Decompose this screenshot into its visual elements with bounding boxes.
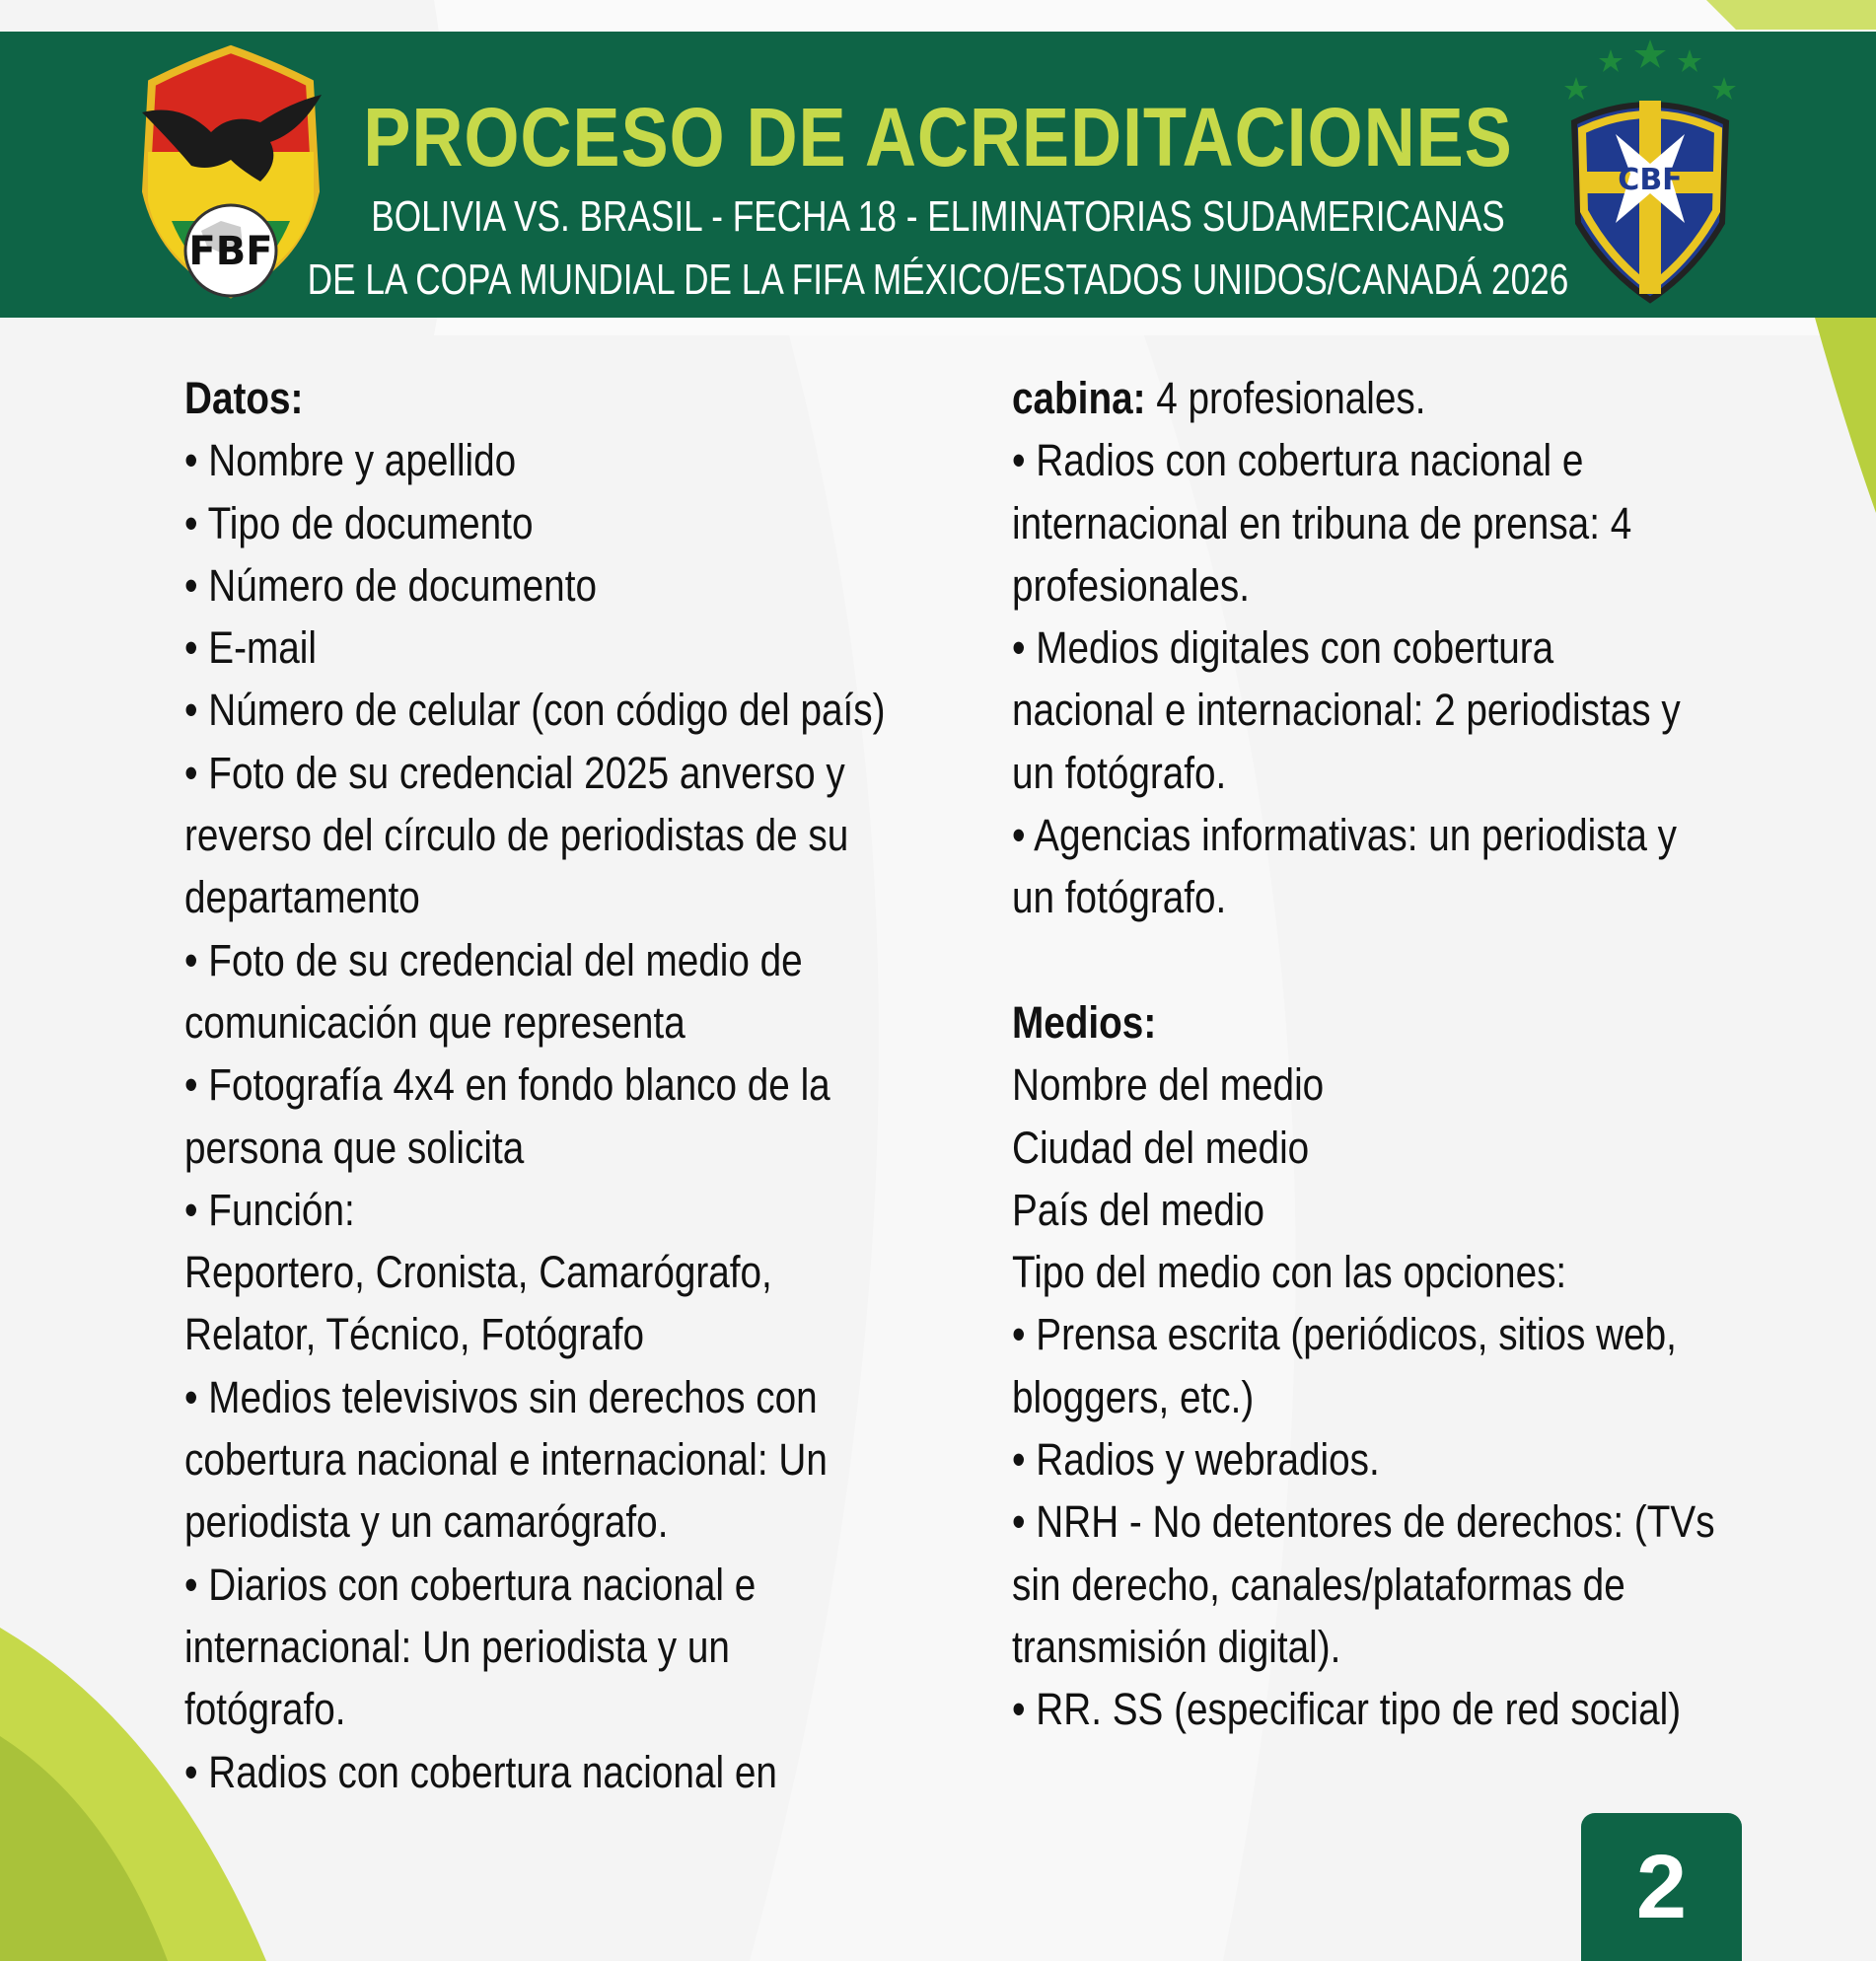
page-number: 2 — [1581, 1813, 1742, 1961]
list-item-cabina — [1012, 367, 1620, 429]
list-item: transmisión digital). — [1012, 1621, 1341, 1672]
list-item: internacional: Un periodista y un — [184, 1621, 730, 1672]
list-item: • Agencias informativas: un periodista y — [1012, 810, 1677, 861]
list-item: nacional e internacional: 2 periodistas y — [1012, 685, 1681, 736]
section-heading-datos: Datos: — [184, 373, 304, 423]
list-item: • Nombre y apellido — [184, 435, 517, 486]
spacer — [1012, 929, 1718, 991]
list-item: comunicación que representa — [184, 996, 685, 1048]
list-item: un fotógrafo. — [1012, 747, 1227, 798]
subtitle-line-2: DE LA COPA MUNDIAL DE LA FIFA MÉXICO/ESTADOS UNIDOS/CANADÁ 2026 — [307, 255, 1569, 304]
list-item: Ciudad del medio — [1012, 1122, 1310, 1173]
list-item: Tipo del medio con las opciones: — [1012, 1247, 1567, 1298]
list-item: • E-mail — [184, 622, 317, 674]
left-column — [184, 367, 893, 1803]
list-item: • Diarios con cobertura nacional e — [184, 1559, 757, 1610]
list-item: fotógrafo. — [184, 1684, 346, 1735]
subtitle-line-1: BOLIVIA VS. BRASIL - FECHA 18 - ELIMINATORIAS SUDAMERICANAS — [371, 192, 1505, 241]
list-item: • Prensa escrita (periódicos, sitios web, — [1012, 1309, 1677, 1360]
fbf-crest-icon — [132, 43, 329, 300]
list-item: internacional en tribuna de prensa: 4 — [1012, 497, 1632, 548]
cabina-label: cabina: — [1012, 373, 1146, 423]
list-item: departamento — [184, 872, 420, 923]
cbf-crest-icon — [1556, 36, 1744, 304]
list-item: Relator, Técnico, Fotógrafo — [184, 1309, 645, 1360]
list-item: • Fotografía 4x4 en fondo blanco de la — [184, 1059, 830, 1111]
cabina-value: 4 profesionales. — [1145, 373, 1426, 423]
list-item: persona que solicita — [184, 1122, 525, 1173]
svg-text:FBF: FBF — [188, 229, 273, 274]
page-title: PROCESO DE ACREDITACIONES — [363, 91, 1513, 183]
list-item: • Medios digitales con cobertura — [1012, 622, 1554, 674]
list-item: bloggers, etc.) — [1012, 1371, 1255, 1422]
svg-text:CBF: CBF — [1618, 163, 1683, 197]
list-item: • Número de celular (con código del país) — [184, 685, 886, 736]
list-item: • NRH - No detentores de derechos: (TVs — [1012, 1496, 1715, 1548]
list-item: • Medios televisivos sin derechos con — [184, 1371, 818, 1422]
list-item: Reportero, Cronista, Camarógrafo, — [184, 1247, 772, 1298]
list-item: • Radios y webradios. — [1012, 1434, 1380, 1486]
list-item: un fotógrafo. — [1012, 872, 1227, 923]
list-item: periodista y un camarógrafo. — [184, 1496, 669, 1548]
list-item: • Foto de su credencial 2025 anverso y — [184, 747, 845, 798]
list-item: • Radios con cobertura nacional en — [184, 1746, 777, 1797]
list-item: • Tipo de documento — [184, 497, 534, 548]
list-item: sin derecho, canales/plataformas de — [1012, 1559, 1625, 1610]
list-item: • Número de documento — [184, 559, 597, 611]
list-item: • RR. SS (especificar tipo de red social) — [1012, 1684, 1682, 1735]
list-item: • Foto de su credencial del medio de — [184, 934, 803, 985]
section-heading-medios: Medios: — [1012, 996, 1157, 1048]
list-item: reverso del círculo de periodistas de su — [184, 810, 849, 861]
list-item: profesionales. — [1012, 559, 1250, 611]
list-item: • Radios con cobertura nacional e — [1012, 435, 1584, 486]
list-item: Nombre del medio — [1012, 1059, 1325, 1111]
list-item: • Función: — [184, 1184, 355, 1235]
list-item: cobertura nacional e internacional: Un — [184, 1434, 828, 1486]
list-item: País del medio — [1012, 1184, 1264, 1235]
right-column — [1012, 367, 1718, 1741]
